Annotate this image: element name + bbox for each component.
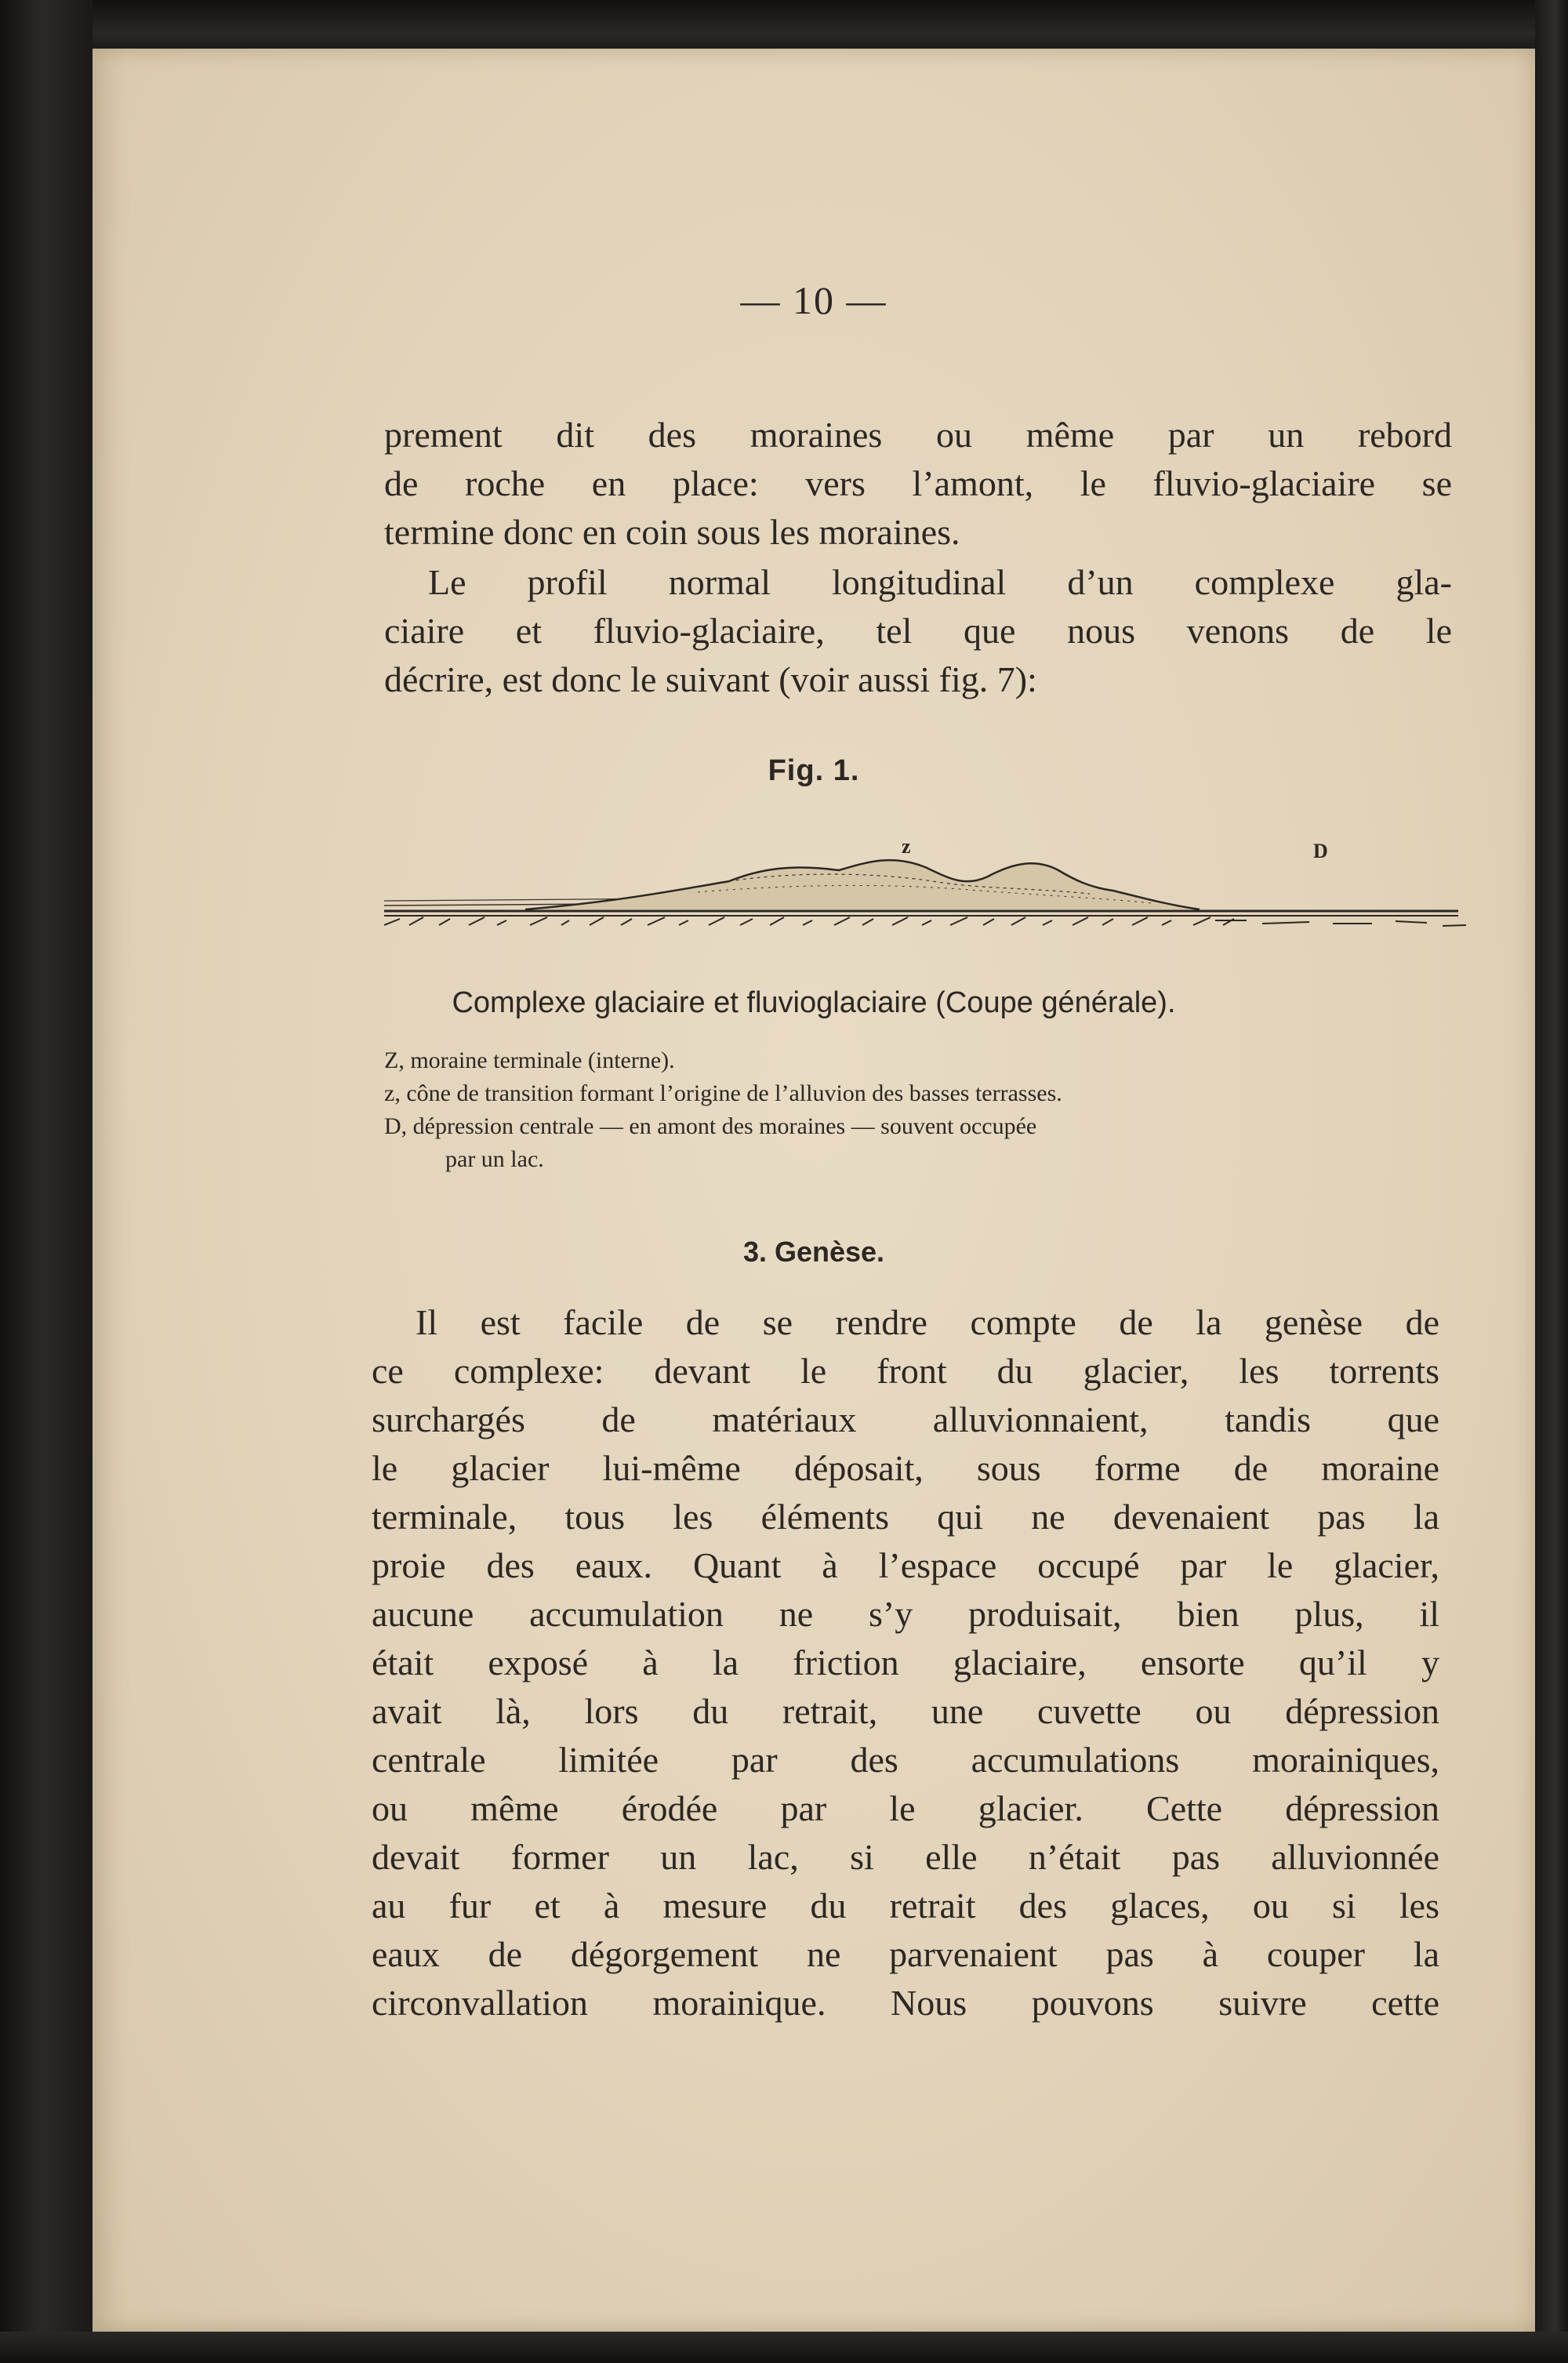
legend-item: par un lac. bbox=[445, 1146, 544, 1172]
book-binding-bottom bbox=[0, 2332, 1568, 2363]
section-title: 3. Genèse. bbox=[742, 1236, 885, 1268]
text-line: eaux de dégorgement ne parvenaient pas à couper la bbox=[372, 1934, 1439, 1974]
text-line: termine donc en coin sous les moraines. bbox=[384, 512, 960, 552]
legend-item: z, cône de transition formant l’origine de l’alluvion des basses terrasses. bbox=[384, 1080, 1062, 1106]
text-line: terminale, tous les éléments qui ne devenaient pas la bbox=[372, 1497, 1439, 1537]
paragraph-profile bbox=[384, 558, 1452, 704]
text-line: aucune accumulation ne s’y produisait, bien plus, il bbox=[372, 1594, 1439, 1634]
cross-section-drawing bbox=[384, 860, 1466, 926]
paragraph-genese bbox=[372, 1298, 1439, 2027]
book-binding-left bbox=[0, 0, 93, 2363]
book-binding-right bbox=[1535, 0, 1568, 2363]
text-line: ou même érodée par le glacier. Cette dépression bbox=[372, 1788, 1439, 1828]
paragraph-continuation bbox=[384, 411, 1452, 557]
text-line: de roche en place: vers l’amont, le fluvio-glaciaire se bbox=[384, 463, 1452, 503]
text-line: ce complexe: devant le front du glacier, les torrents bbox=[372, 1351, 1439, 1391]
text-line: ciaire et fluvio-glaciaire, tel que nous venons de le bbox=[384, 611, 1452, 651]
text-line: était exposé à la friction glaciaire, ensorte qu’il y bbox=[372, 1642, 1439, 1682]
book-page bbox=[93, 49, 1535, 2332]
text-line: surchargés de matériaux alluvionnaient, tandis que bbox=[372, 1399, 1439, 1439]
text-line: avait là, lors du retrait, une cuvette ou dépression bbox=[372, 1691, 1439, 1731]
text-line: Le profil normal longitudinal d’un complexe gla- bbox=[428, 562, 1452, 602]
text-line: Il est facile de se rendre compte de la genèse de bbox=[416, 1302, 1439, 1342]
text-line: devait former un lac, si elle n’était pas alluvionnée bbox=[372, 1837, 1439, 1877]
cross-section-figure bbox=[384, 833, 1466, 966]
figure-label-d: D bbox=[1313, 840, 1328, 862]
figure-legend bbox=[384, 1044, 1450, 1176]
text-line: circonvallation morainique. Nous pouvons suivre cette bbox=[372, 1983, 1439, 2023]
text-line: proie des eaux. Quant à l’espace occupé par le glacier, bbox=[372, 1545, 1439, 1585]
text-line: au fur et à mesure du retrait des glaces, ou si les bbox=[372, 1886, 1439, 1926]
figure-caption: Complexe glaciaire et fluvioglaciaire (Coupe générale). bbox=[452, 986, 1176, 1019]
page-number: — 10 — bbox=[740, 278, 887, 322]
legend-item: D, dépression centrale — en amont des moraines — souvent occupée bbox=[384, 1113, 1037, 1139]
text-line: le glacier lui-même déposait, sous forme de moraine bbox=[372, 1448, 1439, 1488]
text-line: centrale limitée par des accumulations morainiques, bbox=[372, 1740, 1439, 1780]
text-line: prement dit des moraines ou même par un rebord bbox=[384, 415, 1452, 455]
figure-title: Fig. 1. bbox=[768, 754, 860, 787]
legend-item: Z, moraine terminale (interne). bbox=[384, 1047, 675, 1073]
book-binding-top bbox=[0, 0, 1568, 49]
figure-label-z: z bbox=[902, 835, 911, 858]
text-line: décrire, est donc le suivant (voir aussi fig. 7): bbox=[384, 659, 1037, 699]
